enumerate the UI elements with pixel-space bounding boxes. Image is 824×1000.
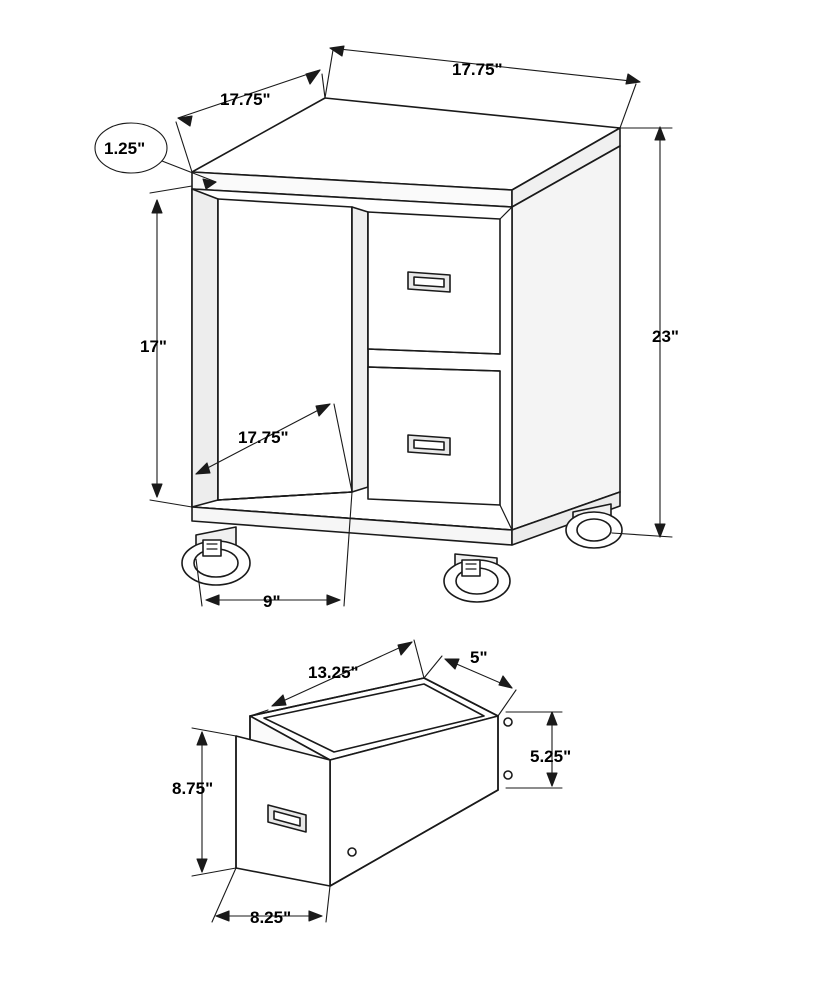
dimension-label-body-height: 17"	[140, 337, 167, 356]
dimension-label-drawer-length: 13.25"	[308, 663, 359, 682]
caster-front-left	[182, 527, 250, 585]
dimension-label-base-width: 9"	[263, 592, 281, 611]
dimension-label-drawer-face-width: 8.25"	[250, 908, 292, 927]
drawer-handle-lower	[408, 435, 450, 455]
drawer-front-panel	[236, 736, 330, 886]
dimension-label-top-thickness: 1.25"	[104, 139, 146, 158]
cabinet-open-compartment	[218, 199, 352, 500]
dimension-label-drawer-side-height: 5.25"	[530, 747, 572, 766]
cabinet-left-panel	[192, 189, 218, 507]
dimension-label-base-depth: 17.75"	[238, 428, 289, 447]
dimension-label-cabinet-height: 23"	[652, 327, 679, 346]
dimension-label-drawer-depth: 5"	[470, 648, 488, 667]
cabinet-drawer-column	[352, 207, 368, 492]
cabinet-drawer-lower	[368, 367, 500, 505]
cabinet-drawer-upper	[368, 212, 500, 354]
drawer-handle-upper	[408, 272, 450, 292]
dimension-label-top-depth: 17.75"	[220, 90, 271, 109]
dimension-label-top-width: 17.75"	[452, 60, 503, 79]
dimension-label-drawer-face-height: 8.75"	[172, 779, 214, 798]
caster-front-right	[444, 554, 510, 602]
cabinet-right-side	[512, 146, 620, 530]
